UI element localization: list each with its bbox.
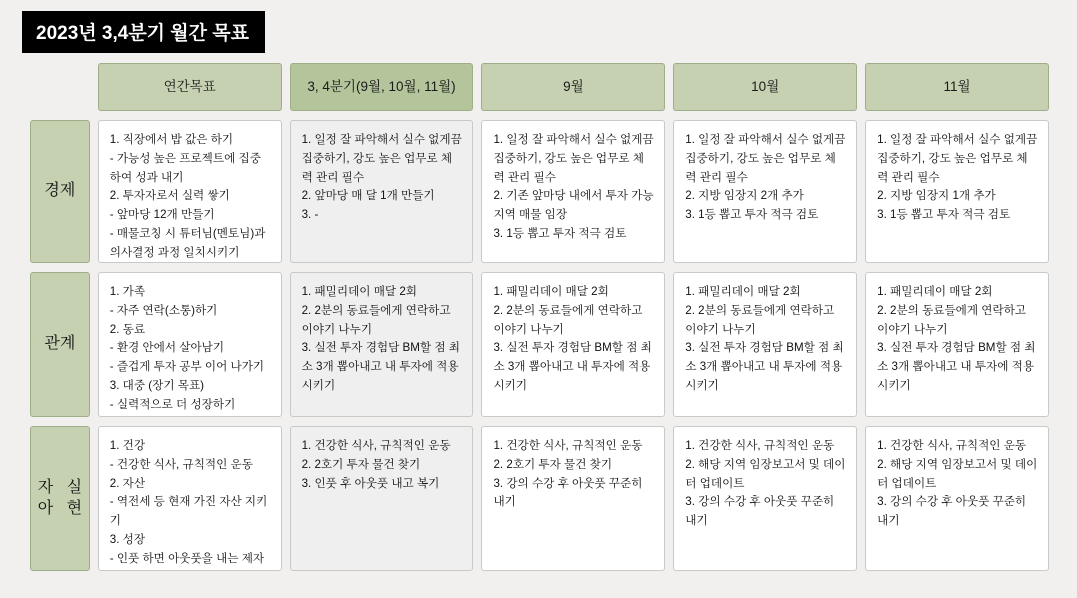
goal-table <box>22 54 1057 580</box>
corner-cell <box>30 63 90 111</box>
cell-economy-quarter: 1. 일정 잘 파악해서 실수 없게끔 집중하기, 강도 높은 업무로 체력 관리 필수 2. 앞마당 매 달 1개 만들기 3. - <box>290 120 474 263</box>
table-body <box>30 120 1049 571</box>
column-header-quarter: 3, 4분기 (9월, 10월, 11월) <box>290 63 474 111</box>
row-header-economy: 경제 <box>30 120 90 263</box>
row-header-relationship: 관계 <box>30 272 90 417</box>
data-cell <box>98 272 282 417</box>
data-cell <box>98 426 282 571</box>
cell-self-sep: 1. 건강한 식사, 규칙적인 운동 2. 2호기 투자 물건 찾기 3. 강의 수강 후 아웃풋 꾸준히 내기 <box>481 426 665 571</box>
column-header-cell <box>865 63 1049 111</box>
cell-relationship-oct: 1. 패밀리데이 매달 2회 2. 2분의 동료들에게 연락하고 이야기 나누기 3. 실전 투자 경험담 BM할 점 최소 3개 뽑아내고 내 투자에 적용시키기 <box>673 272 857 417</box>
data-cell <box>865 120 1049 263</box>
data-cell <box>865 272 1049 417</box>
data-cell <box>481 426 665 571</box>
cell-relationship-annual: 1. 가족 - 자주 연락(소통)하기 2. 동료 - 환경 안에서 살아남기 - 즐겁게 투자 공부 이어 나가기 3. 대중 (장기 목표) - 실력적으로 더 성장하기 <box>98 272 282 417</box>
row-header-cell <box>30 120 90 263</box>
table-row <box>30 426 1049 571</box>
data-cell <box>290 272 474 417</box>
data-cell <box>481 272 665 417</box>
data-cell <box>673 120 857 263</box>
cell-economy-sep: 1. 일정 잘 파악해서 실수 없게끔 집중하기, 강도 높은 업무로 체력 관리 필수 2. 기존 앞마당 내에서 투자 가능 지역 매물 임장 3. 1등 뽑고 투자 적극 검토 <box>481 120 665 263</box>
row-header-cell <box>30 426 90 571</box>
column-header-nov: 11월 <box>865 63 1049 111</box>
data-cell <box>673 272 857 417</box>
cell-self-oct: 1. 건강한 식사, 규칙적인 운동 2. 해당 지역 임장보고서 및 데이터 업데이트 3. 강의 수강 후 아웃풋 꾸준히 내기 <box>673 426 857 571</box>
data-cell <box>481 120 665 263</box>
table-header-row <box>30 63 1049 111</box>
cell-relationship-quarter: 1. 패밀리데이 매달 2회 2. 2분의 동료들에게 연락하고 이야기 나누기 3. 실전 투자 경험담 BM할 점 최소 3개 뽑아내고 내 투자에 적용시키기 <box>290 272 474 417</box>
page-title: 2023년 3,4분기 월간 목표 <box>22 11 265 53</box>
cell-economy-oct: 1. 일정 잘 파악해서 실수 없게끔 집중하기, 강도 높은 업무로 체력 관리 필수 2. 지방 임장지 2개 추가 3. 1등 뽑고 투자 적극 검토 <box>673 120 857 263</box>
column-header-annual: 연간목표 <box>98 63 282 111</box>
data-cell <box>290 120 474 263</box>
cell-economy-nov: 1. 일정 잘 파악해서 실수 없게끔 집중하기, 강도 높은 업무로 체력 관리 필수 2. 지방 임장지 1개 추가 3. 1등 뽑고 투자 적극 검토 <box>865 120 1049 263</box>
column-header-cell <box>481 63 665 111</box>
column-header-cell <box>290 63 474 111</box>
row-header-self-actualization: 자아 실현 <box>30 426 90 571</box>
table-row <box>30 272 1049 417</box>
data-cell <box>290 426 474 571</box>
goal-matrix <box>22 54 1057 580</box>
column-header-cell <box>673 63 857 111</box>
cell-self-annual: 1. 건강 - 건강한 식사, 규칙적인 운동 2. 자산 - 역전세 등 현재 가진 자산 지키기 3. 성장 - 인풋 하면 아웃풋을 내는 제자 <box>98 426 282 571</box>
data-cell <box>865 426 1049 571</box>
row-header-cell <box>30 272 90 417</box>
cell-economy-annual: 1. 직장에서 밥 값은 하기 - 가능성 높은 프로젝트에 집중하여 성과 내기 2. 투자자로서 실력 쌓기 - 앞마당 12개 만들기 - 매물코칭 시 튜터님(멘토님)과 의사결정 과정 일치시키기 <box>98 120 282 263</box>
column-header-cell <box>98 63 282 111</box>
cell-relationship-sep: 1. 패밀리데이 매달 2회 2. 2분의 동료들에게 연락하고 이야기 나누기 3. 실전 투자 경험담 BM할 점 최소 3개 뽑아내고 내 투자에 적용시키기 <box>481 272 665 417</box>
column-header-sep: 9월 <box>481 63 665 111</box>
data-cell <box>673 426 857 571</box>
cell-self-quarter: 1. 건강한 식사, 규칙적인 운동 2. 2호기 투자 물건 찾기 3. 인풋 후 아웃풋 내고 복기 <box>290 426 474 571</box>
table-row <box>30 120 1049 263</box>
cell-relationship-nov: 1. 패밀리데이 매달 2회 2. 2분의 동료들에게 연락하고 이야기 나누기 3. 실전 투자 경험담 BM할 점 최소 3개 뽑아내고 내 투자에 적용시키기 <box>865 272 1049 417</box>
column-header-oct: 10월 <box>673 63 857 111</box>
cell-self-nov: 1. 건강한 식사, 규칙적인 운동 2. 해당 지역 임장보고서 및 데이터 업데이트 3. 강의 수강 후 아웃풋 꾸준히 내기 <box>865 426 1049 571</box>
data-cell <box>98 120 282 263</box>
